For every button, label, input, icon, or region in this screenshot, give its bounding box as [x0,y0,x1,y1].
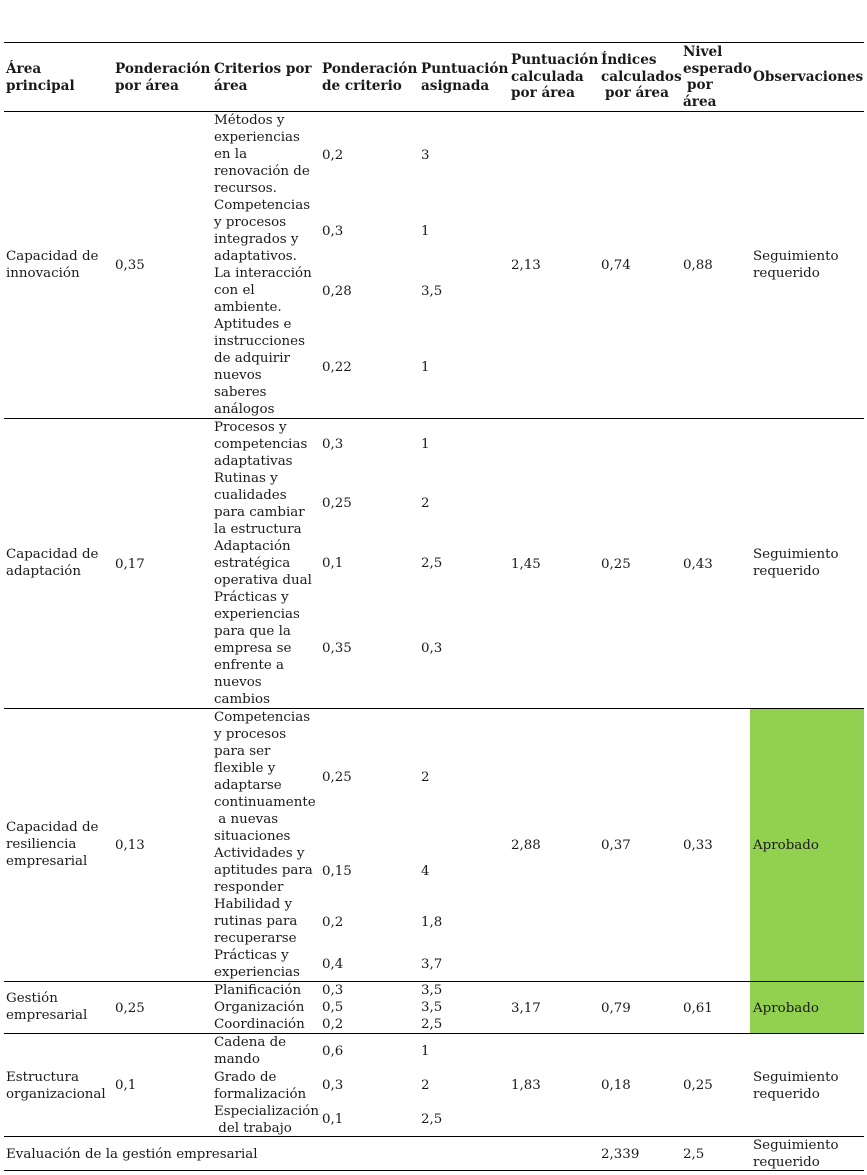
calculated-score: 2,88 [511,838,541,853]
row-rule [4,1136,864,1137]
assigned-score: 3,7 [421,957,443,972]
criterion-weight: 0,2 [322,1017,344,1032]
assigned-score: 2,5 [421,1112,443,1127]
footer-level: 2,5 [683,1147,705,1162]
criterion: Habilidad y rutinas para recuperarse [214,897,298,946]
criterion: Coordinación [214,1017,305,1032]
criterion-weight: 0,25 [322,496,352,511]
header-nivel: Nivel esperado por área [683,44,752,110]
assigned-score: 3,5 [421,1000,443,1015]
area-name: Capacidad de adaptación [6,547,99,579]
row-rule [4,418,864,419]
assigned-score: 3,5 [421,983,443,998]
assigned-score: 3,5 [421,284,443,299]
calculated-score: 2,13 [511,258,541,273]
calculated-score: 1,83 [511,1078,541,1093]
observation: Seguimiento requerido [753,249,839,281]
area-name: Capacidad de resiliencia empresarial [6,820,99,869]
calculated-index: 0,74 [601,258,631,273]
criterion: Rutinas y cualidades para cambiar la estructura [214,471,305,537]
footer-index: 2,339 [601,1147,640,1162]
criterion-weight: 0,3 [322,983,344,998]
assigned-score: 4 [421,864,430,879]
criterion-weight: 0,3 [322,1078,344,1093]
criterion: Aptitudes e instrucciones de adquirir nuevos saberes análogos [214,317,305,417]
expected-level: 0,61 [683,1001,713,1016]
header-puntuacion-calculada: Puntuación calculada por área [511,52,599,102]
criterion-weight: 0,4 [322,957,344,972]
assigned-score: 3 [421,148,430,163]
assigned-score: 2 [421,496,430,511]
criterion-weight: 0,3 [322,437,344,452]
observation: Aprobado [753,838,819,853]
calculated-score: 1,45 [511,557,541,572]
criterion: La interacción con el ambiente. [214,266,312,315]
criterion-weight: 0,5 [322,1000,344,1015]
assigned-score: 2,5 [421,556,443,571]
criterion-weight: 0,22 [322,360,352,375]
criterion: Prácticas y experiencias [214,948,300,980]
observation: Seguimiento requerido [753,1070,839,1102]
header-ponderacion-criterio: Ponderación de criterio [322,61,418,94]
assigned-score: 1 [421,360,430,375]
area-weight: 0,1 [115,1078,137,1093]
criterion: Competencias y procesos integrados y adaptativos. [214,198,311,264]
row-rule [4,1033,864,1034]
expected-level: 0,43 [683,557,713,572]
assigned-score: 1 [421,224,430,239]
criterion-weight: 0,1 [322,1112,344,1127]
criterion: Organización [214,1000,305,1015]
header-observaciones: Observaciones [753,69,864,85]
criterion-weight: 0,3 [322,224,344,239]
footer-observation: Seguimiento requerido [753,1138,839,1170]
calculated-index: 0,37 [601,838,631,853]
area-weight: 0,25 [115,1001,145,1016]
criterion-weight: 0,15 [322,864,352,879]
table-top-rule [4,42,864,43]
expected-level: 0,33 [683,838,713,853]
criterion-weight: 0,1 [322,556,344,571]
calculated-index: 0,25 [601,557,631,572]
criterion-weight: 0,2 [322,148,344,163]
criterion: Adaptación estratégica operativa dual [214,539,312,588]
header-area: Área principal [6,61,75,94]
expected-level: 0,88 [683,258,713,273]
assigned-score: 0,3 [421,641,443,656]
observation: Aprobado [753,1001,819,1016]
area-weight: 0,17 [115,557,145,572]
criterion: Competencias y procesos para ser flexible y adaptarse continuamente a nuevas situaciones [214,710,316,844]
calculated-index: 0,79 [601,1001,631,1016]
area-name: Estructura organizacional [6,1070,106,1102]
area-name: Capacidad de innovación [6,249,99,281]
header-bottom-rule [4,111,864,112]
assigned-score: 2,5 [421,1017,443,1032]
assigned-score: 2 [421,770,430,785]
area-name: Gestión empresarial [6,991,88,1023]
criterion: Especialización del trabajo [214,1104,319,1136]
criterion: Prácticas y experiencias para que la empresa se enfrente a nuevos cambios [214,590,300,707]
header-puntuacion-asignada: Puntuación asignada [421,61,509,94]
criterion-weight: 0,28 [322,284,352,299]
criterion: Planificación [214,983,302,998]
observation: Seguimiento requerido [753,547,839,579]
header-criterios: Criterios por área [214,61,312,94]
footer-label: Evaluación de la gestión empresarial [6,1147,258,1162]
assigned-score: 1,8 [421,915,443,930]
calculated-score: 3,17 [511,1001,541,1016]
calculated-index: 0,18 [601,1078,631,1093]
criterion-weight: 0,6 [322,1044,344,1059]
area-weight: 0,35 [115,258,145,273]
table-bottom-rule [4,1170,864,1171]
header-indices: Índices calculados por área [601,52,682,102]
criterion: Métodos y experiencias en la renovación de recursos. [214,113,310,196]
assigned-score: 2 [421,1078,430,1093]
criterion: Cadena de mando [214,1035,287,1067]
criterion: Grado de formalización [214,1070,307,1102]
criterion: Actividades y aptitudes para responder [214,846,313,895]
assigned-score: 1 [421,437,430,452]
assigned-score: 1 [421,1044,430,1059]
expected-level: 0,25 [683,1078,713,1093]
criterion: Procesos y competencias adaptativas [214,420,308,469]
row-rule [4,708,864,709]
header-ponderacion-area: Ponderación por área [115,61,211,94]
criterion-weight: 0,25 [322,770,352,785]
area-weight: 0,13 [115,838,145,853]
criterion-weight: 0,35 [322,641,352,656]
criterion-weight: 0,2 [322,915,344,930]
